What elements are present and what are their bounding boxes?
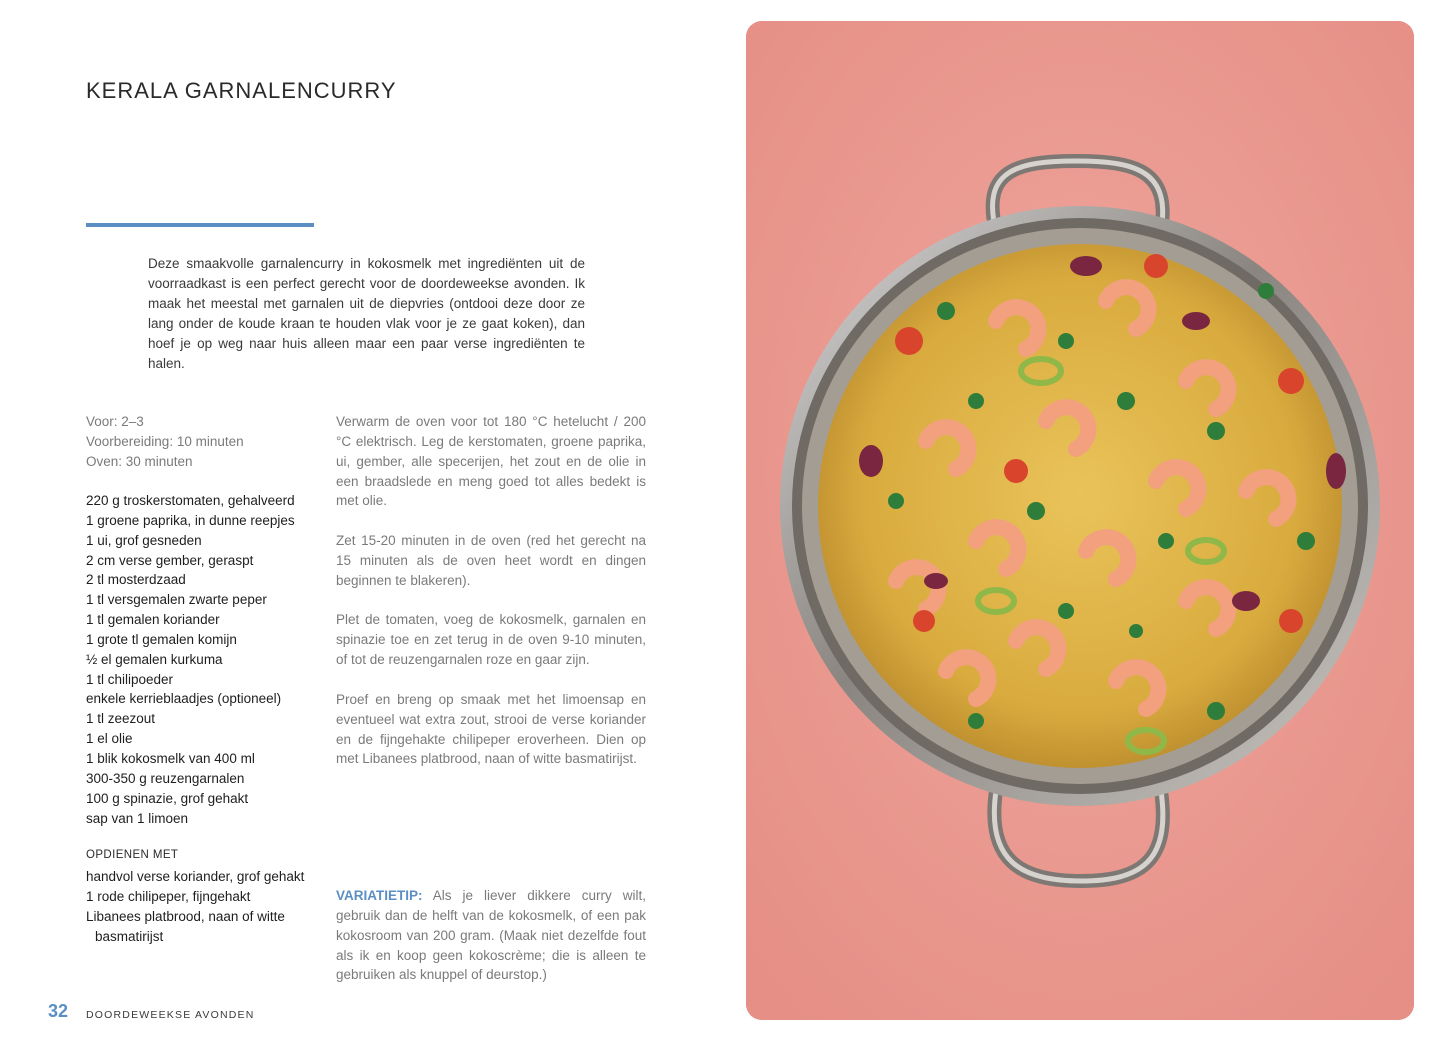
ingredient-item: sap van 1 limoen <box>86 810 189 826</box>
recipe-title: KERALA GARNALENCURRY <box>86 78 397 103</box>
serve-item: Libanees platbrood, naan of witte basmatirijst <box>86 908 285 944</box>
curry-pan-photo <box>746 21 1414 1020</box>
ingredient-item: 1 tl versgemalen zwarte peper <box>86 592 267 608</box>
ingredient-item: 2 tl mosterdzaad <box>86 572 186 588</box>
ingredient-item: 2 cm verse gember, geraspt <box>86 552 254 568</box>
serve-list <box>86 867 326 946</box>
ingredient-item: ½ el gemalen kurkuma <box>86 651 223 667</box>
ingredient-item: 300-350 g reuzengarnalen <box>86 770 245 786</box>
ingredient-item: 1 blik kokosmelk van 400 ml <box>86 750 255 766</box>
ingredient-item: 1 el olie <box>86 731 133 747</box>
title-divider <box>86 223 314 227</box>
method-step: Proef en breng op smaak met het limoensap en eventueel wat extra zout, strooi de verse koriander en de fijngehakte chilipeper eroverheen. Dien op met Libanees platbrood, naan of witte basmatirijst. <box>336 691 646 767</box>
recipe-meta <box>86 412 244 472</box>
recipe-intro: Deze smaakvolle garnalencurry in kokosmelk met ingrediënten uit de voorraadkast is een perfect gerecht voor de doordeweekse avonden. Ik maak het meestal met garnalen uit de diepvries (ontdooi deze door ze lang onder de koude kraan te houden vlak voor je ze gaat koken), dan hoef je op weg naar huis alleen maar een paar verse ingrediënten te halen. <box>148 256 585 371</box>
variation-tip <box>336 886 646 985</box>
tip-text: Als je liever dikkere curry wilt, gebruik dan de helft van de kokosmelk, of een pak kokosroom van 200 gram. (Maak niet dezelfde fout als ik en koop geen kokoscrème; die is alleen te gebruiken als knuppel of deurstop.) <box>336 888 646 983</box>
method-steps <box>336 412 646 789</box>
serve-item: 1 rode chilipeper, fijngehakt <box>86 888 251 904</box>
servings: Voor: 2–3 <box>86 414 144 429</box>
ingredient-item: 1 ui, grof gesneden <box>86 532 202 548</box>
ingredient-item: 1 tl gemalen koriander <box>86 612 220 628</box>
oven-time: Oven: 30 minuten <box>86 453 193 469</box>
ingredient-item: 1 groene paprika, in dunne reepjes <box>86 512 295 528</box>
method-step: Verwarm de oven voor tot 180 °C hetelucht / 200 °C elektrisch. Leg de kerstomaten, groene paprika, ui, gember, alle specerijen, het zout en de olie in een braadslede en meng goed tot alles bedekt is met olie. <box>336 414 646 509</box>
method-step: Plet de tomaten, voeg de kokosmelk, garnalen en spinazie toe en zet terug in de oven 9-10 minuten, of tot de reuzengarnalen roze en gaar zijn. <box>336 612 646 668</box>
page-number: 32 <box>48 1001 69 1021</box>
serve-item: handvol verse koriander, grof gehakt <box>86 869 305 884</box>
pan-illustration <box>746 21 1414 1020</box>
ingredient-list <box>86 491 295 828</box>
section-name: DOORDEWEEKSE AVONDEN <box>86 1009 255 1021</box>
method-step: Zet 15-20 minuten in de oven (red het gerecht na 15 minuten als de oven heet wordt en dingen beginnen te blakeren). <box>336 533 646 588</box>
ingredient-item: 1 tl chilipoeder <box>86 671 174 687</box>
ingredient-item: 100 g spinazie, grof gehakt <box>86 790 249 806</box>
ingredient-item: 220 g troskerstomaten, gehalveerd <box>86 493 295 508</box>
ingredient-item: 1 grote tl gemalen komijn <box>86 631 237 647</box>
prep-time: Voorbereiding: 10 minuten <box>86 433 244 449</box>
tip-label: VARIATIETIP: <box>336 888 423 903</box>
ingredient-item: enkele kerrieblaadjes (optioneel) <box>86 691 282 707</box>
ingredient-item: 1 tl zeezout <box>86 711 156 727</box>
serve-heading: OPDIENEN MET <box>86 849 179 861</box>
